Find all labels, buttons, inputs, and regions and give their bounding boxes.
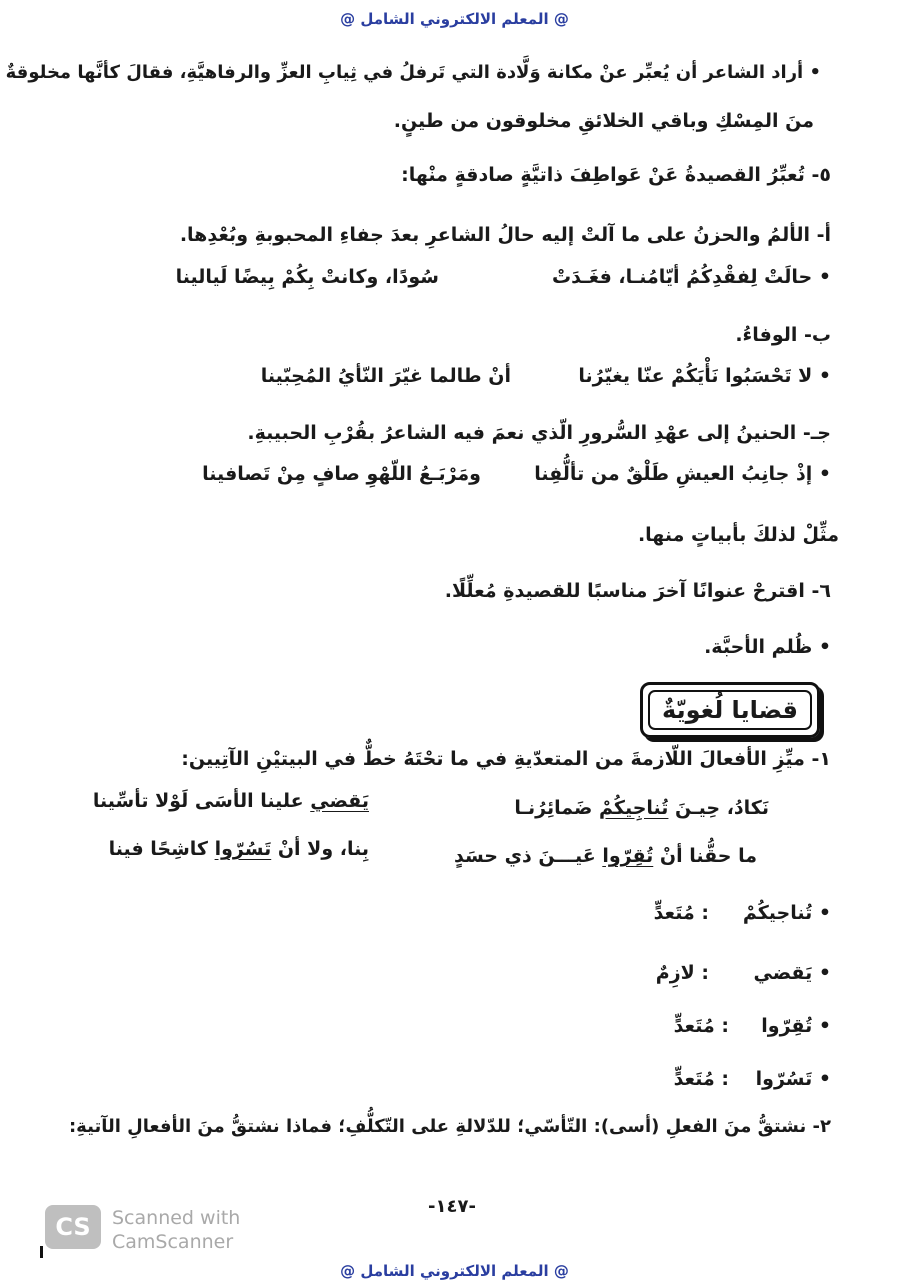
underlined-verb: تُناجِيكُمْ [599,797,669,819]
question-2: ٢- نشتقُّ منَ الفعلِ (أسى): التّأسّي؛ للدّلالةِ على التّكلُّفِ؛ فماذا نشتقُّ منَ الأفعالِ الآتيةِ: [68,1116,831,1137]
answer-value: : مُتَعدٍّ [673,1015,729,1037]
verse-2-second-half: أنْ طالما غيّرَ النّأيُ المُحِبّينا [260,365,511,387]
question-5: ٥- تُعبِّرُ القصيدةُ عَنْ عَواطِفَ ذاتيَّةٍ صادقةٍ منْها: [401,164,831,186]
section-title-frame [648,690,812,730]
verse-text: كاشِحًا فينا [108,838,215,860]
verse-text: بِنا، ولا أنْ [271,838,369,860]
item-c: جـ- الحنينُ إلى عهْدِ السُّرورِ الّذي نعمَ فيه الشاعرُ بقُرْبِ الحبيبةِ. [247,422,831,444]
section-title: قضايا لُغويّةٌ [662,696,798,724]
underlined-verb: يَقضي [310,790,369,812]
underlined-verb: تَسُرّوا [214,838,272,860]
verse-5-second-half [109,838,369,860]
verse-text: ما حقُّنا أنْ [653,845,757,867]
watermark-top: @ المعلم الالكتروني الشامل @ [340,10,569,28]
watermark-bottom: @ المعلم الالكتروني الشامل @ [340,1262,569,1280]
answer-value: : مُتَعدٍّ [673,1068,729,1090]
answer-value: : مُتَعدٍّ [653,902,709,924]
verse-text: عَيـــنَ ذي حسَدٍ [453,845,603,867]
question-1: ١- ميِّزِ الأفعالَ اللّازمةَ من المتعدّيةِ في ما تحْتَهُ خطٌّ في البيتيْنِ الآتِيين: [181,748,831,770]
camscanner-label: Scanned with CamScanner [112,1207,241,1253]
verse-text: علينا الأسَى لَوْلا تأسِّينا [92,790,311,812]
verse-1-first-half: • حالَتْ لِفقْدِكُمُ أيّامُنـا، فغَـدَتْ [552,266,831,288]
answer-word: • تُناجيكُمْ [742,902,831,924]
answer-6: • ظُلم الأحبَّة. [704,636,831,658]
verse-1-second-half: سُودًا، وكانتْ بِكُمْ بِيضًا لَيالينا [175,266,439,288]
section-title-box [640,682,820,738]
page-number: -١٤٧- [428,1196,476,1217]
text-line: مثِّلْ لذلكَ بأبياتٍ منها. [637,524,839,546]
answer-word: • يَقضي [753,962,831,984]
verse-5-first-half [454,845,757,867]
answer-word: • تُقِرّوا [761,1015,831,1037]
scan-mark [40,1246,43,1258]
camscanner-logo: CS [45,1205,101,1249]
verse-text: نَكادُ، حِيـنَ [668,797,769,819]
text-line: منَ المِسْكِ وباقي الخلائقِ مخلوقون من طينٍ. [393,110,814,132]
verse-text: ضَمائِرُنـا [514,797,599,819]
verse-4-second-half [93,790,369,812]
answer-word: • تَسُرّوا [755,1068,831,1090]
answer-value: : لازِمٌ [655,962,709,984]
item-b: ب- الوفاءُ. [735,324,831,346]
text-line: • أراد الشاعر أن يُعبِّر عنْ مكانة وَلَّادة التي تَرفلُ في ثِيابِ العزِّ والرفاهيَّةِ، فقالَ كأنَّها مخلوقةٌ [5,62,821,83]
verse-3-first-half: • إذْ جانِبُ العيشِ طَلْقٌ من تألُّفِنا [534,463,831,485]
question-6: ٦- اقترحْ عنوانًا آخرَ مناسبًا للقصيدةِ مُعلِّلًا. [444,580,831,602]
verse-3-second-half: ومَرْبَـعُ اللّهْوِ صافٍ مِنْ تَصافينا [202,463,481,485]
underlined-verb: تُقِرّوا [602,845,654,867]
verse-4-first-half [514,797,769,819]
item-a: أ- الألمُ والحزنُ على ما آلتْ إليه حالُ الشاعرِ بعدَ جفاءِ المحبوبةِ وبُعْدِها. [179,224,831,246]
verse-2-first-half: • لا تَحْسَبُوا نَأْيَكُمْ عنّا يغيّرُنا [578,365,831,387]
